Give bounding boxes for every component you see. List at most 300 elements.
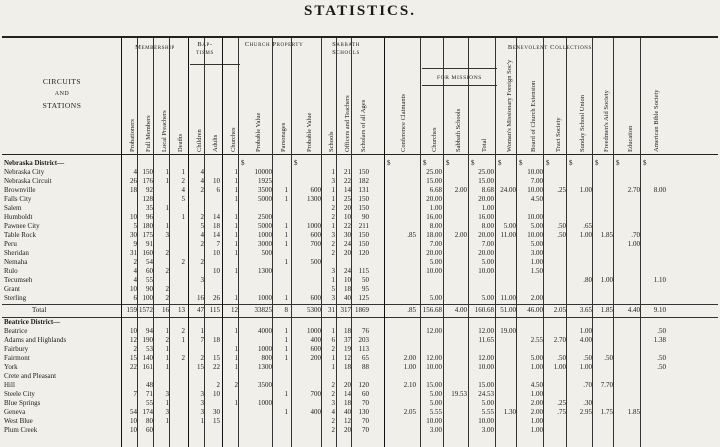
table-cell: 3 (165, 408, 169, 416)
table-cell: $ (643, 159, 647, 167)
column-rule (640, 38, 641, 447)
table-cell: 31 (130, 249, 137, 257)
group-for-missions: FOR MISSIONS (437, 75, 482, 81)
table-cell: 3500 (258, 186, 272, 194)
table-cell: 11.65 (478, 336, 494, 344)
column-rule (336, 38, 337, 447)
statistics-table (2, 36, 718, 447)
table-cell: 1 (165, 399, 169, 407)
table-cell: 15 (197, 363, 204, 371)
column-header-label: Freedmen's Aid Society (602, 90, 610, 152)
table-cell: $ (241, 159, 245, 167)
column-header-label: Churches (230, 127, 237, 152)
table-cell: .70 (631, 231, 640, 239)
table-row (2, 426, 718, 435)
table-row (2, 204, 718, 213)
table-cell: 113 (358, 345, 369, 353)
table-cell: 1.50 (530, 267, 543, 275)
table-cell: 4 (133, 168, 137, 176)
table-cell: 1.00 (579, 327, 592, 335)
table-cell: 10 (130, 285, 137, 293)
station-name: Fairbury (4, 345, 29, 353)
station-name: Beatrice (4, 327, 28, 335)
table-cell: 2 (200, 354, 204, 362)
station-name: Steele City (4, 390, 35, 398)
table-cell: 200 (310, 354, 321, 362)
column-rule (468, 38, 469, 447)
table-cell: 1.30 (503, 408, 516, 416)
table-cell: 3 (331, 267, 335, 275)
table-cell: 2.00 (530, 294, 543, 302)
table-cell: 10 (130, 327, 137, 335)
table-cell: 115 (209, 306, 220, 314)
table-cell: 2500 (258, 213, 272, 221)
table-cell: $ (387, 159, 391, 167)
table-cell: 60 (146, 267, 153, 275)
table-cell: 10.00 (527, 231, 543, 239)
table-cell: 1.00 (553, 363, 566, 371)
table-cell: 12.00 (478, 327, 494, 335)
table-cell: 1 (234, 222, 238, 230)
table-cell: 5.00 (503, 222, 516, 230)
table-cell: 31 (328, 306, 335, 314)
column-rule (495, 38, 496, 447)
table-cell: 10.00 (426, 417, 442, 425)
table-cell: 1 (331, 327, 335, 335)
table-cell: 400 (310, 336, 321, 344)
column-header-label: Probationers (129, 119, 136, 152)
table-row (2, 345, 718, 354)
table-cell: 5.00 (530, 240, 543, 248)
table-cell: 150 (358, 168, 369, 176)
table-cell: 22 (344, 177, 351, 185)
table-cell: 15 (213, 354, 220, 362)
column-rule (238, 38, 239, 447)
table-cell: 5.00 (429, 399, 442, 407)
table-cell: 1 (165, 327, 169, 335)
table-cell: 5.00 (481, 294, 494, 302)
column-header-label: Children (196, 129, 203, 152)
table-cell: 4 (200, 231, 204, 239)
table-cell: 24 (344, 240, 351, 248)
table-cell: 2 (133, 345, 137, 353)
table-cell: 6 (331, 336, 335, 344)
table-cell: 3 (331, 177, 335, 185)
station-name: Brownville (4, 186, 36, 194)
table-row (2, 294, 718, 303)
column-header-label: Officers and Teachers (343, 95, 351, 152)
table-cell: $ (498, 159, 502, 167)
table-cell: 10 (213, 249, 220, 257)
table-cell: 3 (331, 231, 335, 239)
table-cell: 46.00 (527, 306, 543, 314)
table-row (2, 408, 718, 417)
table-cell: 26 (213, 294, 220, 302)
table-cell: 150 (142, 168, 153, 176)
table-cell: $ (471, 159, 475, 167)
table-cell: 2 (331, 240, 335, 248)
table-row (2, 231, 718, 240)
table-cell: 18 (213, 336, 220, 344)
table-cell: 1 (181, 336, 185, 344)
table-cell: 3 (165, 231, 169, 239)
table-cell: 30 (344, 231, 351, 239)
table-cell: 1.85 (627, 408, 640, 416)
table-cell: 6.68 (429, 186, 442, 194)
table-cell: 3 (165, 390, 169, 398)
table-cell: .85 (407, 306, 416, 314)
table-cell: 1.10 (653, 276, 666, 284)
column-header-label: Probable Value (306, 112, 313, 152)
table-cell: 70 (362, 399, 369, 407)
table-cell: $ (546, 159, 550, 167)
table-cell: 7.00 (481, 240, 494, 248)
table-cell: 12 (344, 417, 351, 425)
table-cell: 5 (200, 222, 204, 230)
table-cell: 4.00 (579, 336, 592, 344)
column-rule (384, 38, 385, 447)
table-cell: 1 (284, 327, 288, 335)
table-cell: 100 (142, 294, 153, 302)
table-cell: 24.00 (500, 186, 516, 194)
column-rule (169, 38, 170, 447)
table-cell: 1 (234, 213, 238, 221)
table-cell: 2.95 (579, 408, 592, 416)
table-cell: 150 (358, 195, 369, 203)
table-cell: .70 (583, 381, 592, 389)
table-cell: 30 (130, 231, 137, 239)
table-cell: 60 (146, 426, 153, 434)
table-cell: 53 (146, 345, 153, 353)
table-cell: 30 (213, 408, 220, 416)
table-cell: 1.00 (403, 363, 416, 371)
table-cell: 800 (261, 354, 272, 362)
table-cell: 16 (162, 306, 169, 314)
table-cell: 2 (133, 258, 137, 266)
table-cell: 9 (133, 240, 137, 248)
table-cell: 1 (284, 231, 288, 239)
table-cell: .50 (557, 231, 566, 239)
table-cell: 35 (146, 204, 153, 212)
station-name: Crete and Pleasant (4, 372, 57, 380)
table-cell: 5.00 (429, 258, 442, 266)
table-cell: 19 (344, 345, 351, 353)
table-cell: 600 (310, 345, 321, 353)
table-cell: 1 (284, 222, 288, 230)
table-cell: 19.53 (451, 390, 467, 398)
table-cell: 2 (331, 426, 335, 434)
table-row (2, 354, 718, 363)
table-cell: 5.55 (481, 408, 494, 416)
table-cell: 71 (146, 390, 153, 398)
table-cell: 700 (310, 240, 321, 248)
table-cell: 2.05 (403, 408, 416, 416)
table-cell: 600 (310, 231, 321, 239)
table-cell: 54 (146, 258, 153, 266)
table-cell: 76 (362, 327, 369, 335)
table-cell: 15 (130, 354, 137, 362)
table-cell: 7.00 (429, 240, 442, 248)
table-cell: 1.85 (600, 231, 613, 239)
column-rule (592, 38, 593, 447)
table-cell: 16.00 (478, 213, 494, 221)
table-cell: 18 (344, 327, 351, 335)
table-cell: 1.00 (579, 231, 592, 239)
table-cell: 4.50 (530, 381, 543, 389)
table-cell: 1 (165, 222, 169, 230)
table-cell: 3.65 (579, 306, 592, 314)
table-cell: 2 (331, 381, 335, 389)
table-cell: 12 (130, 336, 137, 344)
table-row (2, 372, 718, 381)
table-cell: 10 (130, 417, 137, 425)
column-rule (351, 38, 352, 447)
table-cell: 16 (197, 294, 204, 302)
table-cell: 2.05 (553, 306, 566, 314)
column-header-label: Churches (431, 127, 438, 152)
page-title: STATISTICS. (304, 3, 416, 19)
table-cell: .80 (583, 276, 592, 284)
table-cell: .75 (557, 408, 566, 416)
table-cell: 1 (331, 168, 335, 176)
table-cell: 10 (213, 390, 220, 398)
table-row (2, 327, 718, 336)
table-cell: 1 (284, 390, 288, 398)
column-rule (153, 38, 154, 447)
group-baptisms: Bap-tisms (196, 41, 214, 56)
column-rule (543, 38, 544, 447)
table-cell: 2 (331, 417, 335, 425)
station-name: Plum Creek (4, 426, 38, 434)
table-cell: 70 (362, 426, 369, 434)
table-cell: 120 (358, 381, 369, 389)
table-cell: 7 (133, 390, 137, 398)
table-row (2, 186, 718, 195)
table-cell: 20 (344, 249, 351, 257)
table-cell: 91 (146, 240, 153, 248)
table-body (2, 156, 718, 447)
table-cell: 60 (362, 390, 369, 398)
table-cell: 1 (284, 240, 288, 248)
table-cell: 1 (165, 354, 169, 362)
group-sabbath-schools: Sabbath Schools (332, 41, 360, 56)
table-cell: 2 (331, 213, 335, 221)
table-cell: 5.00 (429, 294, 442, 302)
group-church-property: Church Property (244, 41, 304, 48)
table-cell: 1 (284, 345, 288, 353)
table-row (2, 276, 718, 285)
table-cell: 10.00 (527, 186, 543, 194)
table-cell: 12.00 (426, 354, 442, 362)
table-cell: 20.00 (478, 231, 494, 239)
station-name: Pawnee City (4, 222, 40, 230)
table-cell: 1300 (307, 195, 321, 203)
table-cell: 5.00 (530, 354, 543, 362)
table-cell: 1 (331, 195, 335, 203)
column-header-label: Probable Value (255, 112, 262, 152)
total-rule (2, 304, 718, 305)
table-cell: 10.00 (426, 267, 442, 275)
stub-header-line-3: STATIONS (42, 101, 82, 110)
table-cell: 2 (331, 390, 335, 398)
table-cell: 15.00 (426, 177, 442, 185)
column-header-label: Sunday School Union (579, 94, 586, 152)
column-header-label: Sabbath Schools (455, 108, 462, 152)
table-cell: 150 (358, 231, 369, 239)
column-header-label: Conference Claimants (400, 94, 407, 152)
column-header-label: Tract Society (554, 117, 562, 152)
table-cell: 15.00 (478, 381, 494, 389)
table-cell: 160 (142, 249, 153, 257)
column-rule (204, 38, 205, 447)
table-cell: 1.00 (429, 204, 442, 212)
table-cell: 2 (165, 285, 169, 293)
column-header-label: Adults (212, 134, 219, 152)
column-header-label: Total (481, 138, 488, 152)
table-cell: 6 (133, 294, 137, 302)
table-cell: 1.00 (530, 426, 543, 434)
table-cell: 4 (181, 186, 185, 194)
table-cell: 317 (340, 306, 351, 314)
table-cell: 10.00 (527, 168, 543, 176)
table-cell: 1 (284, 294, 288, 302)
table-cell: .50 (557, 222, 566, 230)
table-cell: 18 (213, 222, 220, 230)
table-cell: 95 (362, 285, 369, 293)
table-cell: 2 (216, 381, 220, 389)
table-cell: 161 (142, 363, 153, 371)
table-cell: 20 (344, 381, 351, 389)
column-header-label: Full Members (145, 115, 152, 152)
table-cell: 10 (344, 213, 351, 221)
table-cell: 1 (284, 336, 288, 344)
table-cell: 1 (234, 345, 238, 353)
table-cell: 1.00 (530, 363, 543, 371)
table-cell: 5000 (258, 222, 272, 230)
table-cell: 1.00 (481, 204, 494, 212)
table-cell: 18 (344, 285, 351, 293)
table-cell: 12 (344, 354, 351, 362)
table-cell: 1 (234, 267, 238, 275)
table-cell: 2.55 (530, 336, 543, 344)
table-cell: 10 (130, 426, 137, 434)
table-cell: 40 (344, 408, 351, 416)
table-row (2, 168, 718, 177)
table-cell: 2.00 (454, 186, 467, 194)
table-cell: 70 (362, 417, 369, 425)
table-cell: 10 (213, 267, 220, 275)
column-rule (272, 38, 273, 447)
table-cell: 24 (344, 267, 351, 275)
table-cell: .65 (583, 222, 592, 230)
table-cell: 9.10 (653, 306, 666, 314)
table-cell: 10.00 (478, 363, 494, 371)
station-name: Salem (4, 204, 22, 212)
table-cell: 211 (358, 222, 369, 230)
table-cell: 2 (200, 186, 204, 194)
table-cell: 1 (284, 195, 288, 203)
station-name: Nebraska District— (4, 159, 65, 167)
table-cell: 55 (146, 276, 153, 284)
table-row (2, 177, 718, 186)
table-cell: 65 (362, 354, 369, 362)
group-membership: Membership (135, 44, 175, 51)
table-cell: 3.00 (481, 426, 494, 434)
station-name: Fairmont (4, 354, 30, 362)
table-cell: 182 (358, 177, 369, 185)
table-cell: 1.38 (653, 336, 666, 344)
table-cell: 140 (142, 354, 153, 362)
table-cell: 3.00 (429, 426, 442, 434)
column-header-label: Education (626, 125, 634, 152)
table-cell: $ (519, 159, 523, 167)
group-benevolent-collections: Benevolent Collections. (507, 44, 595, 51)
table-cell: 4000 (258, 327, 272, 335)
table-cell: 1 (234, 240, 238, 248)
table-cell: 1 (234, 168, 238, 176)
table-cell: 1 (331, 186, 335, 194)
table-cell: 180 (142, 222, 153, 230)
column-rule (121, 38, 122, 447)
table-cell: 12 (231, 306, 238, 314)
table-cell: .25 (557, 399, 566, 407)
table-cell: 20 (344, 426, 351, 434)
station-name: Table Rock (4, 231, 36, 239)
table-cell: 1 (284, 186, 288, 194)
table-cell: 4.00 (454, 306, 467, 314)
column-rule (420, 38, 421, 447)
station-name: York (4, 363, 18, 371)
table-cell: 2.00 (403, 354, 416, 362)
column-header-label: Local Preachers (161, 110, 168, 152)
table-cell: 16.00 (426, 213, 442, 221)
station-name: Nebraska Circuit (4, 177, 52, 185)
table-cell: 600 (310, 186, 321, 194)
table-cell: 2 (165, 294, 169, 302)
table-cell: 3500 (258, 381, 272, 389)
table-cell: 1 (165, 177, 169, 185)
table-cell: 3 (200, 408, 204, 416)
table-cell: 1.00 (530, 417, 543, 425)
table-cell: 92 (146, 186, 153, 194)
table-cell: 1 (181, 213, 185, 221)
table-cell: 40 (344, 294, 351, 302)
station-name: Total (32, 306, 47, 314)
table-cell: 1 (284, 354, 288, 362)
table-cell: 190 (142, 336, 153, 344)
table-cell: 2 (165, 336, 169, 344)
table-cell: 19.00 (500, 327, 516, 335)
table-cell: 47 (197, 306, 204, 314)
table-cell: .30 (583, 399, 592, 407)
table-row (2, 363, 718, 372)
table-cell: 88 (362, 363, 369, 371)
table-cell: 2.10 (403, 381, 416, 389)
stub-header (6, 76, 118, 112)
stub-header-line-1: CIRCUITS (42, 77, 82, 86)
table-cell: 4 (331, 408, 335, 416)
table-cell: 128 (142, 195, 153, 203)
table-cell: 22 (344, 222, 351, 230)
table-cell: $ (423, 159, 427, 167)
table-cell: 2 (331, 345, 335, 353)
table-row (2, 222, 718, 231)
station-name: Rulo (4, 267, 18, 275)
table-cell: 1300 (258, 267, 272, 275)
table-cell: 55 (146, 399, 153, 407)
table-cell: 1 (234, 249, 238, 257)
table-cell: 1.00 (530, 258, 543, 266)
